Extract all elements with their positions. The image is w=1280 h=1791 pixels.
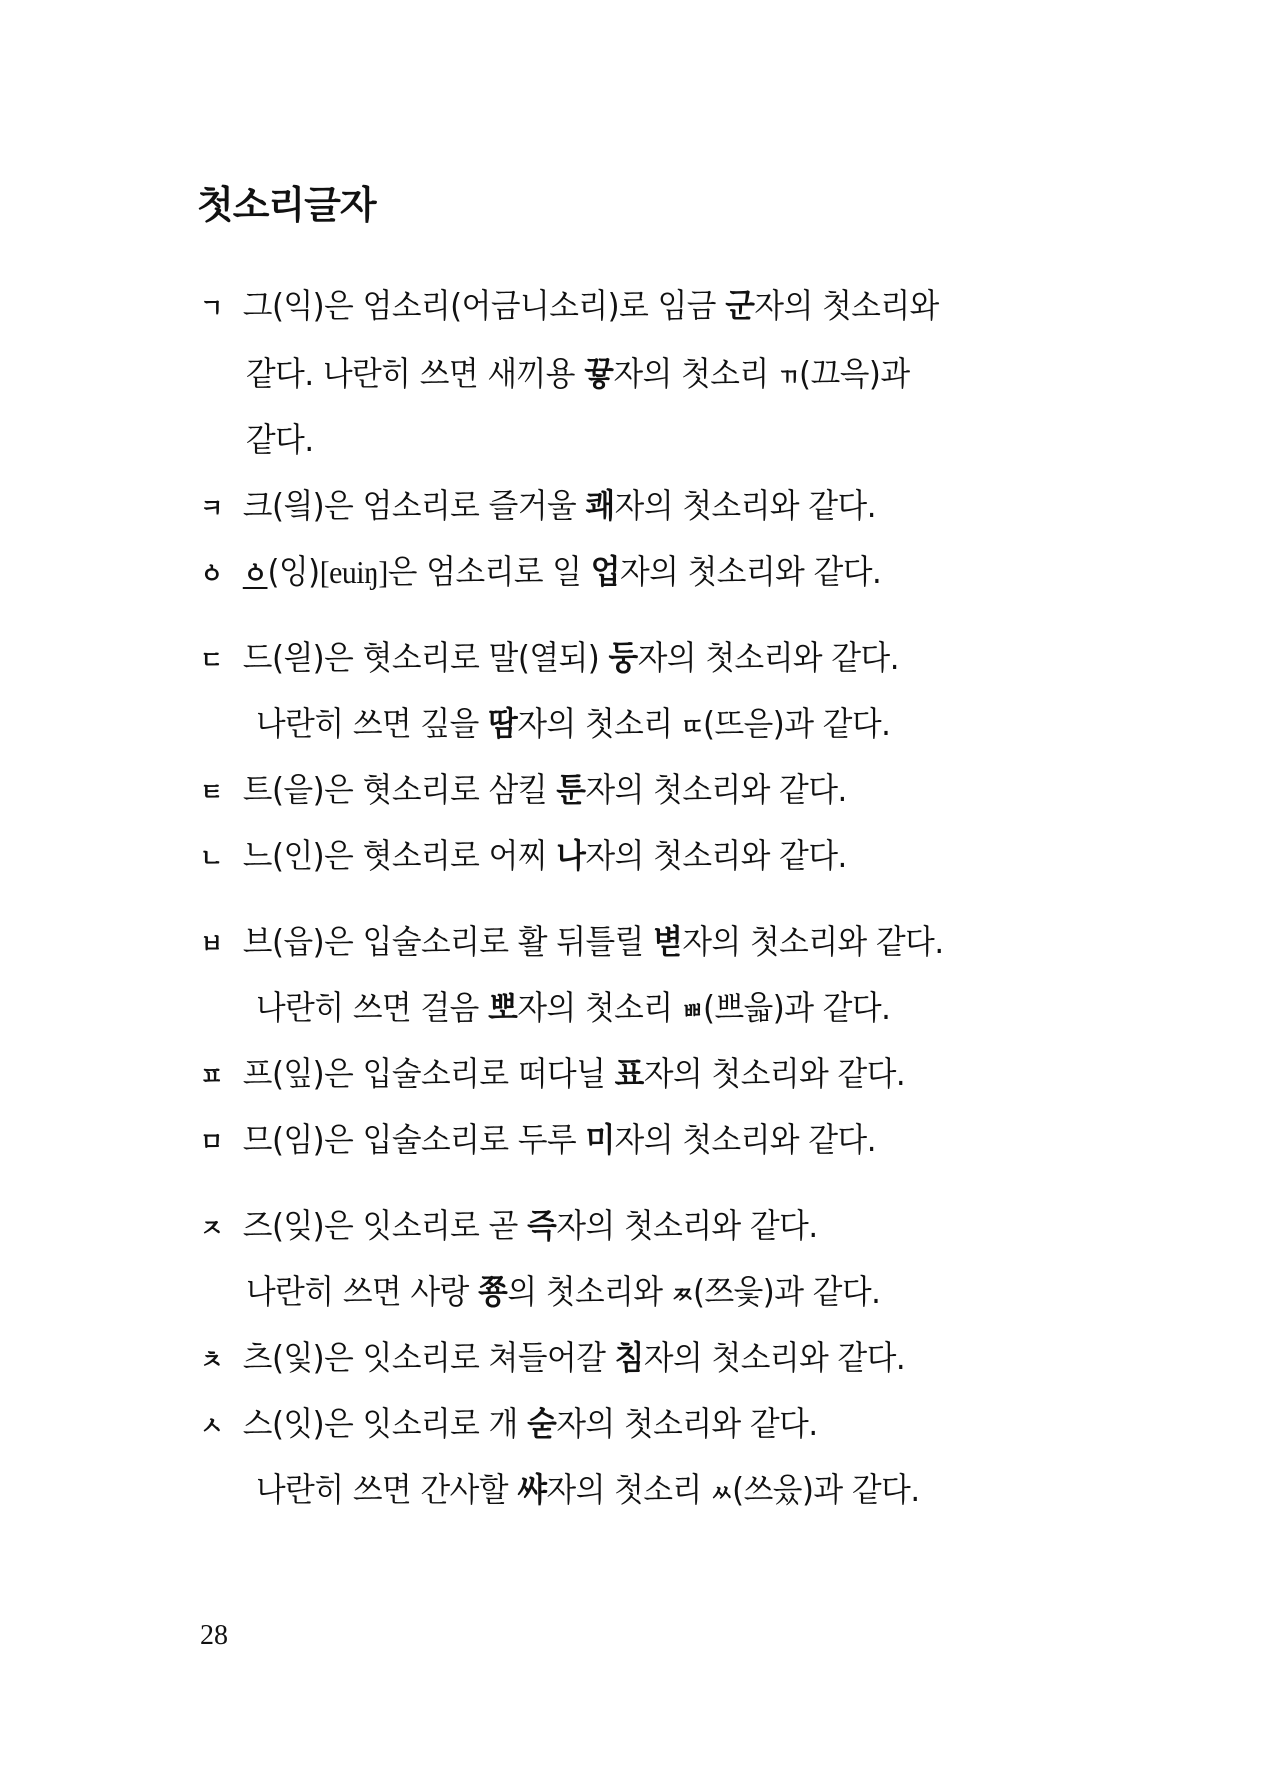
example-syllable: 끃 xyxy=(584,354,614,393)
entry-line-tieut xyxy=(200,770,847,813)
page-title: 첫소리글자 xyxy=(197,183,376,227)
example-syllable: 미 xyxy=(585,1120,615,1159)
entry-text: 자의 첫소리와 같다. xyxy=(585,836,847,875)
jamo-label: ㆁ xyxy=(200,560,223,590)
entry-text: 느(인)은 혓소리로 어찌 xyxy=(242,836,557,875)
double-jamo: ㄲ xyxy=(777,363,800,391)
entry-text: 나란히 쓰면 간사할 xyxy=(256,1470,518,1509)
example-syllable: 표 xyxy=(614,1054,644,1093)
entry-text: 드(읟)은 혓소리로 말(열되) xyxy=(242,638,609,677)
entry-text: 자의 첫소리와 같다. xyxy=(585,770,847,809)
example-syllable: 침 xyxy=(614,1338,644,1377)
entry-text: 자의 첫소리와 같다. xyxy=(619,552,882,591)
entry-text: 자의 첫소리 xyxy=(613,354,778,393)
entry-text: 자의 첫소리와 같다. xyxy=(643,1338,906,1377)
entry-text: 나란히 쓰면 깊을 xyxy=(256,704,489,743)
entry-text: 스(잇)은 잇소리로 개 xyxy=(242,1404,528,1443)
entry-text: (쓰읐)과 같다. xyxy=(732,1470,920,1509)
entry-line-giyeok xyxy=(200,286,939,329)
entry-text: (잉) xyxy=(267,552,320,591)
entry-text: 츠(잋)은 잇소리로 쳐들어갈 xyxy=(242,1338,615,1377)
jamo-label: ㅂ xyxy=(200,930,223,960)
entry-text: 자의 첫소리와 같다. xyxy=(614,1120,877,1159)
entry-text: 나란히 쓰면 걸음 xyxy=(256,988,489,1027)
entry-text: 자의 첫소리와 같다. xyxy=(682,922,944,961)
example-syllable: 땀 xyxy=(488,704,518,743)
entry-line-continued xyxy=(246,354,910,397)
entry-text: 자의 첫소리 xyxy=(517,704,682,743)
entry-text: (쯔읓)과 같다. xyxy=(692,1272,881,1311)
entry-line-bieup xyxy=(200,922,944,965)
entry-text: 나란히 쓰면 사랑 xyxy=(246,1272,479,1311)
entry-text: 자의 첫소리와 xyxy=(754,286,939,325)
entry-text: 같다. xyxy=(246,420,314,459)
example-syllable: 쌰 xyxy=(517,1470,547,1509)
page-number: 28 xyxy=(200,1620,228,1651)
jamo-label: ㅊ xyxy=(200,1346,223,1376)
entry-line-mieum xyxy=(200,1120,876,1163)
example-syllable: 볃 xyxy=(653,922,683,961)
entry-line-jieut xyxy=(200,1206,818,1249)
entry-text: 자의 첫소리와 같다. xyxy=(556,1404,818,1443)
jamo-label: ㄷ xyxy=(200,646,223,676)
entry-text: 그(익)은 엄소리(어금니소리)로 임금 xyxy=(242,286,726,325)
jamo-label: ㅋ xyxy=(200,494,223,524)
entry-text: 프(잎)은 입술소리로 떠다닐 xyxy=(242,1054,615,1093)
entry-text: 즈(잊)은 잇소리로 곧 xyxy=(242,1206,528,1245)
example-syllable: 군 xyxy=(725,286,755,325)
example-syllable: 뽀 xyxy=(488,988,518,1027)
jamo-label: ㅌ xyxy=(200,778,223,808)
entry-line-digeut xyxy=(200,638,899,681)
entry-line-yesieung xyxy=(200,552,881,595)
jamo-label: ㅁ xyxy=(200,1128,223,1158)
entry-text: 자의 첫소리 xyxy=(517,988,682,1027)
entry-line-siot xyxy=(200,1404,818,1447)
double-jamo: ㅃ xyxy=(681,997,703,1025)
example-syllable: 툰 xyxy=(556,770,586,809)
entry-text: (끄윽)과 xyxy=(799,354,910,393)
entry-text: 은 엄소리로 일 xyxy=(387,552,591,591)
example-syllable: 업 xyxy=(590,552,620,591)
entry-text: 자의 첫소리와 같다. xyxy=(614,486,877,525)
entry-text: 의 첫소리와 xyxy=(507,1272,672,1311)
double-jamo: ㅆ xyxy=(711,1479,733,1507)
entry-text: 자의 첫소리 xyxy=(546,1470,712,1509)
entry-line-pieup xyxy=(200,1054,905,1097)
entry-text: 브(읍)은 입술소리로 활 뒤틀릴 xyxy=(242,922,654,961)
entry-line-continued xyxy=(256,704,890,747)
example-syllable: 쭁 xyxy=(478,1272,508,1311)
example-syllable: 나 xyxy=(556,836,586,875)
double-jamo: ㅉ xyxy=(671,1281,693,1309)
entry-line-continued xyxy=(256,1470,920,1513)
example-syllable: 숟 xyxy=(527,1404,557,1443)
entry-text: 므(임)은 입술소리로 두루 xyxy=(242,1120,586,1159)
entry-line-continued xyxy=(246,420,314,460)
entry-text: 자의 첫소리와 같다. xyxy=(556,1206,818,1245)
entry-line-nieun xyxy=(200,836,847,879)
ipa-transcription: [euiŋ] xyxy=(319,554,388,590)
entry-line-kieuk xyxy=(200,486,876,529)
jamo-label: ㅅ xyxy=(200,1412,223,1442)
entry-text: (뜨읃)과 같다. xyxy=(702,704,891,743)
entry-text: (쁘읇)과 같다. xyxy=(702,988,891,1027)
entry-text: 자의 첫소리와 같다. xyxy=(643,1054,906,1093)
jamo-label: ㅈ xyxy=(200,1214,223,1244)
entry-line-continued xyxy=(246,1272,880,1315)
example-syllable: 즉 xyxy=(527,1206,557,1245)
entry-line-chieut xyxy=(200,1338,905,1381)
entry-text: 크(읰)은 엄소리로 즐거울 xyxy=(242,486,586,525)
entry-text: 트(읕)은 혓소리로 삼킬 xyxy=(242,770,557,809)
double-jamo: ㄸ xyxy=(681,713,703,741)
entry-text: 같다. 나란히 쓰면 새끼용 xyxy=(246,354,585,393)
entry-text: 자의 첫소리와 같다. xyxy=(637,638,900,677)
jamo-underlined: ㆁ xyxy=(242,557,268,590)
example-syllable: 쾌 xyxy=(585,486,615,525)
example-syllable: 둥 xyxy=(608,638,638,677)
jamo-label: ㄱ xyxy=(200,294,223,324)
entry-line-continued xyxy=(256,988,890,1031)
jamo-label: ㄴ xyxy=(200,844,223,874)
jamo-label: ㅍ xyxy=(200,1062,223,1092)
